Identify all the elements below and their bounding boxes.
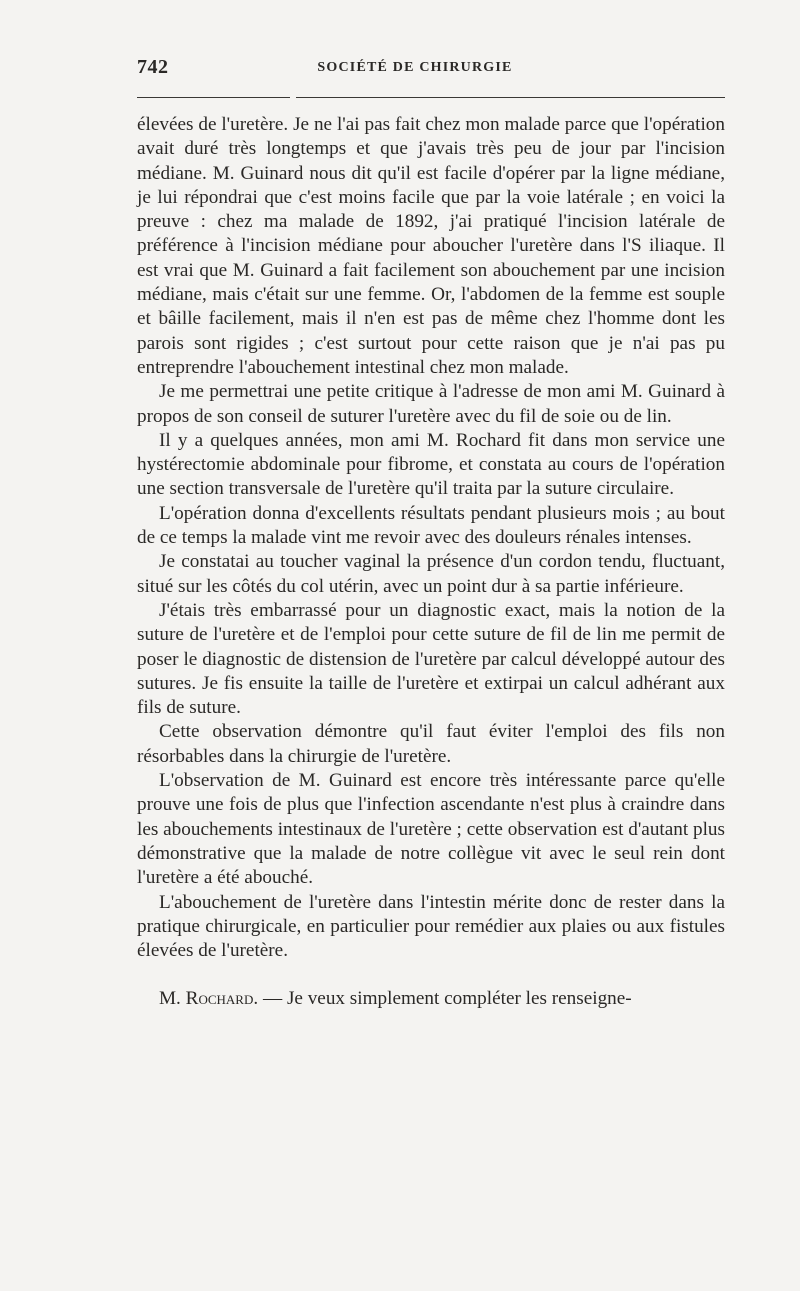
speaker-text: . — Je veux simplement compléter les renseigne- [253,988,632,1010]
speaker-name: Rochard [185,988,254,1010]
header-rule-gap [290,96,296,99]
speaker-prefix: M. [159,988,186,1010]
paragraph: L'abouchement de l'uretère dans l'intestin mérite donc de rester dans la pratique chirurgicale, en particulier pour remédier aux plaies ou aux fistules élevées de l'uretère. [137,891,725,962]
running-head: SOCIÉTÉ DE CHIRURGIE [317,60,513,75]
paragraph: Je me permettrai une petite critique à l'adresse de mon ami M. Guinard à propos de son conseil de suturer l'uretère avec du fil de soie ou de lin. [137,381,725,427]
paragraph: Il y a quelques années, mon ami M. Rochard fit dans mon service une hystérectomie abdominale pour fibrome, et constata au cours de l'opération une section transversale de l'uretère qu'il traita par la suture circulaire. [137,429,725,500]
paragraph: L'observation de M. Guinard est encore très intéressante parce qu'elle prouve une fois de plus que l'infection ascendante n'est plus à craindre dans les abouchements intestinaux de l'uretère ; cette observation est d'autant plus démonstrative que la malade de notre collègue vit avec le seul rein dont l'uretère a été abouché. [137,770,725,889]
paragraph: Je constatai au toucher vaginal la présence d'un cordon tendu, fluctuant, situé sur les côtés du col utérin, avec un point dur à sa partie inférieure. [137,551,725,597]
page-number: 742 [137,56,169,78]
paragraph: J'étais très embarrassé pour un diagnostic exact, mais la notion de la suture de l'uretère et de l'emploi pour cette suture de fil de lin me permit de poser le diagnostic de distension de l'uretère par calcul développé autour des sutures. Je fis ensuite la taille de l'uretère et extirpai un calcul adhérant aux fils de suture. [137,599,725,719]
body-text [137,113,725,1012]
speaker-paragraph [137,987,725,1011]
paragraph: L'opération donna d'excellents résultats pendant plusieurs mois ; au bout de ce temps la malade vint me revoir avec des douleurs rénales intenses. [137,502,725,549]
header-rule [137,97,725,98]
paragraph: Cette observation démontre qu'il faut éviter l'emploi des fils non résorbables dans la chirurgie de l'uretère. [137,721,725,767]
paragraph: élevées de l'uretère. Je ne l'ai pas fait chez mon malade parce que l'opération avait duré très longtemps et que j'avais très peu de jour par l'incision médiane. M. Guinard nous dit qu'il est facile d'opérer par la ligne médiane, je lui répondrai que c'est moins facile que par la voie latérale ; en voici la preuve : chez ma malade de 1892, j'ai pratiqué l'incision latérale de préférence à l'incision médiane pour aboucher l'uretère dans l'S iliaque. Il est vrai que M. Guinard a fait facilement son abouchement par une incision médiane, mais c'était sur une femme. Or, l'abdomen de la femme est souple et bâille facilement, mais il n'en est pas de même chez l'homme dont les parois sont rigides ; c'est surtout pour cette raison que je n'ai pas pu entreprendre l'abouchement intestinal chez mon malade. [137,114,725,378]
